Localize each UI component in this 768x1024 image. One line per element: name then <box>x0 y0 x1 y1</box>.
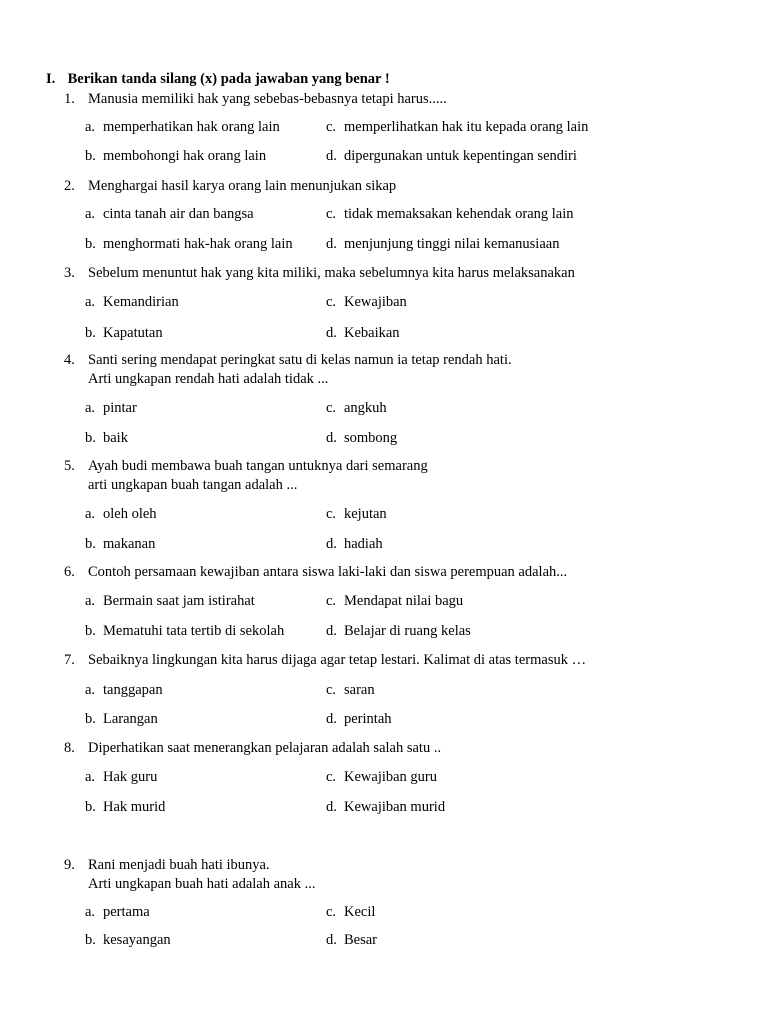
option-text: Kewajiban murid <box>344 799 446 815</box>
option-letter: b. <box>85 623 96 639</box>
option-letter: b. <box>85 148 96 164</box>
option-letter: a. <box>85 904 96 920</box>
option-row <box>64 536 744 555</box>
option-letter: a. <box>85 682 96 698</box>
option-c[interactable] <box>326 206 574 223</box>
option-c[interactable] <box>326 294 407 311</box>
option-row <box>64 400 744 419</box>
option-text: pertama <box>103 904 150 920</box>
option-a[interactable] <box>85 400 137 417</box>
question-text: Ayah budi membawa buah tangan untuknya dari semarang <box>88 458 428 474</box>
option-row <box>64 236 744 255</box>
option-text: Kapatutan <box>103 325 163 341</box>
option-row <box>64 711 744 730</box>
question-number: 3. <box>64 265 75 281</box>
option-text: saran <box>344 682 375 698</box>
option-letter: c. <box>326 682 337 698</box>
question-number: 6. <box>64 564 75 580</box>
question-stem <box>64 90 744 109</box>
option-text: oleh oleh <box>103 506 157 522</box>
question-text-line-2: Arti ungkapan rendah hati adalah tidak ... <box>88 371 329 387</box>
option-letter: c. <box>326 506 337 522</box>
option-text: Kebaikan <box>344 325 400 341</box>
option-d[interactable] <box>326 148 577 165</box>
option-letter: b. <box>85 325 96 341</box>
option-b[interactable] <box>85 148 266 165</box>
option-letter: b. <box>85 430 96 446</box>
question-number: 2. <box>64 178 75 194</box>
option-letter: b. <box>85 711 96 727</box>
option-text: Bermain saat jam istirahat <box>103 593 255 609</box>
option-c[interactable] <box>326 119 588 136</box>
option-text: tidak memaksakan kehendak orang lain <box>344 206 574 222</box>
option-b[interactable] <box>85 711 158 728</box>
option-letter: d. <box>326 148 337 164</box>
option-letter: c. <box>326 206 337 222</box>
option-letter: c. <box>326 769 337 785</box>
question-stem <box>64 651 744 670</box>
question-stem <box>64 264 744 283</box>
option-row <box>64 506 744 525</box>
option-text: dipergunakan untuk kepentingan sendiri <box>344 148 577 164</box>
section-number: I. <box>46 71 56 87</box>
option-text: perintah <box>344 711 392 727</box>
question-stem <box>64 457 744 476</box>
option-text: Mendapat nilai bagu <box>344 593 464 609</box>
option-b[interactable] <box>85 430 128 447</box>
option-a[interactable] <box>85 904 150 921</box>
option-text: menghormati hak-hak orang lain <box>103 236 293 252</box>
question-text: Sebelum menuntut hak yang kita miliki, maka sebelumnya kita harus melaksanakan <box>88 265 575 281</box>
option-letter: d. <box>326 799 337 815</box>
option-text: baik <box>103 430 128 446</box>
option-row <box>64 623 744 642</box>
option-letter: c. <box>326 294 337 310</box>
option-c[interactable] <box>326 593 463 610</box>
question-9 <box>64 856 744 951</box>
question-stem-continued <box>64 370 744 389</box>
option-d[interactable] <box>326 711 392 728</box>
option-letter: a. <box>85 206 96 222</box>
option-row <box>64 148 744 167</box>
option-text: memperhatikan hak orang lain <box>103 119 280 135</box>
section-instruction-text: Berikan tanda silang (x) pada jawaban yang benar ! <box>67 71 390 87</box>
option-d[interactable] <box>326 623 471 640</box>
option-text: kesayangan <box>103 932 171 948</box>
question-stem-continued <box>64 476 744 495</box>
option-d[interactable] <box>326 236 559 253</box>
question-1 <box>64 90 744 167</box>
option-d[interactable] <box>326 932 377 949</box>
option-b[interactable] <box>85 325 163 342</box>
question-stem-continued <box>64 875 744 894</box>
option-letter: a. <box>85 769 96 785</box>
question-text: Contoh persamaan kewajiban antara siswa laki-laki dan siswa perempuan adalah... <box>88 564 568 580</box>
option-letter: d. <box>326 325 337 341</box>
option-a[interactable] <box>85 506 157 523</box>
option-text: Hak murid <box>103 799 166 815</box>
option-c[interactable] <box>326 904 375 921</box>
option-a[interactable] <box>85 682 163 699</box>
option-row <box>64 325 744 344</box>
option-row <box>64 206 744 225</box>
option-b[interactable] <box>85 623 284 640</box>
question-number: 4. <box>64 352 75 368</box>
option-d[interactable] <box>326 325 400 342</box>
option-c[interactable] <box>326 769 437 786</box>
option-a[interactable] <box>85 206 254 223</box>
option-text: makanan <box>103 536 156 552</box>
question-stem <box>64 351 744 370</box>
question-3 <box>64 264 744 344</box>
option-a[interactable] <box>85 119 280 136</box>
question-text: Menghargai hasil karya orang lain menunjukan sikap <box>88 178 397 194</box>
option-letter: a. <box>85 119 96 135</box>
question-text-line-2: Arti ungkapan buah hati adalah anak ... <box>88 876 316 892</box>
option-letter: a. <box>85 506 96 522</box>
option-letter: a. <box>85 593 96 609</box>
option-d[interactable] <box>326 430 397 447</box>
option-letter: d. <box>326 236 337 252</box>
option-text: kejutan <box>344 506 387 522</box>
option-letter: b. <box>85 236 96 252</box>
question-text: Manusia memiliki hak yang sebebas-bebasnya tetapi harus..... <box>88 91 447 107</box>
question-text: Santi sering mendapat peringkat satu di kelas namun ia tetap rendah hati. <box>88 352 512 368</box>
option-text: Kemandirian <box>103 294 179 310</box>
question-number: 1. <box>64 91 75 107</box>
option-a[interactable] <box>85 593 255 610</box>
question-stem <box>64 563 744 582</box>
option-letter: c. <box>326 119 337 135</box>
question-4 <box>64 351 744 449</box>
option-letter: a. <box>85 400 96 416</box>
option-d[interactable] <box>326 536 383 553</box>
question-text: Sebaiknya lingkungan kita harus dijaga agar tetap lestari. Kalimat di atas termasuk … <box>88 652 587 668</box>
option-letter: d. <box>326 623 337 639</box>
question-5 <box>64 457 744 555</box>
option-letter: b. <box>85 536 96 552</box>
option-text: pintar <box>103 400 137 416</box>
option-text: membohongi hak orang lain <box>103 148 267 164</box>
option-text: hadiah <box>344 536 383 552</box>
option-c[interactable] <box>326 682 375 699</box>
option-row <box>64 682 744 701</box>
option-b[interactable] <box>85 932 171 949</box>
option-text: cinta tanah air dan bangsa <box>103 206 254 222</box>
question-number: 5. <box>64 458 75 474</box>
option-text: angkuh <box>344 400 387 416</box>
option-text: Kecil <box>344 904 376 920</box>
option-a[interactable] <box>85 294 179 311</box>
option-row <box>64 593 744 612</box>
option-text: Kewajiban guru <box>344 769 438 785</box>
option-b[interactable] <box>85 799 165 816</box>
option-letter: c. <box>326 400 337 416</box>
option-row <box>64 430 744 449</box>
option-text: Mematuhi tata tertib di sekolah <box>103 623 285 639</box>
question-7 <box>64 651 744 730</box>
option-text: tanggapan <box>103 682 163 698</box>
option-text: memperlihatkan hak itu kepada orang lain <box>344 119 589 135</box>
question-number: 9. <box>64 857 75 873</box>
question-stem <box>64 856 744 875</box>
option-text: menjunjung tinggi nilai kemanusiaan <box>344 236 560 252</box>
option-d[interactable] <box>326 799 445 816</box>
option-text: Hak guru <box>103 769 158 785</box>
option-text: Larangan <box>103 711 158 727</box>
question-text: Diperhatikan saat menerangkan pelajaran adalah salah satu .. <box>88 740 442 756</box>
option-letter: d. <box>326 430 337 446</box>
option-row <box>64 799 744 818</box>
option-c[interactable] <box>326 400 387 417</box>
option-letter: d. <box>326 932 337 948</box>
option-letter: d. <box>326 536 337 552</box>
question-8 <box>64 739 744 818</box>
question-6 <box>64 563 744 642</box>
option-b[interactable] <box>85 236 293 253</box>
option-text: Belajar di ruang kelas <box>344 623 471 639</box>
option-b[interactable] <box>85 536 155 553</box>
option-letter: a. <box>85 294 96 310</box>
question-2 <box>64 177 744 255</box>
option-row <box>64 294 744 313</box>
option-letter: c. <box>326 593 337 609</box>
question-number: 8. <box>64 740 75 756</box>
option-text: sombong <box>344 430 398 446</box>
question-number: 7. <box>64 652 75 668</box>
option-letter: d. <box>326 711 337 727</box>
option-letter: b. <box>85 932 96 948</box>
option-c[interactable] <box>326 506 387 523</box>
section-instruction <box>46 71 390 88</box>
option-a[interactable] <box>85 769 157 786</box>
question-stem <box>64 177 744 196</box>
question-text-line-2: arti ungkapan buah tangan adalah ... <box>88 477 298 493</box>
option-letter: c. <box>326 904 337 920</box>
option-text: Kewajiban <box>344 294 407 310</box>
option-row <box>64 769 744 788</box>
option-letter: b. <box>85 799 96 815</box>
option-row <box>64 904 744 923</box>
option-text: Besar <box>344 932 378 948</box>
option-row <box>64 119 744 138</box>
option-row <box>64 932 744 951</box>
question-text: Rani menjadi buah hati ibunya. <box>88 857 270 873</box>
question-stem <box>64 739 744 758</box>
